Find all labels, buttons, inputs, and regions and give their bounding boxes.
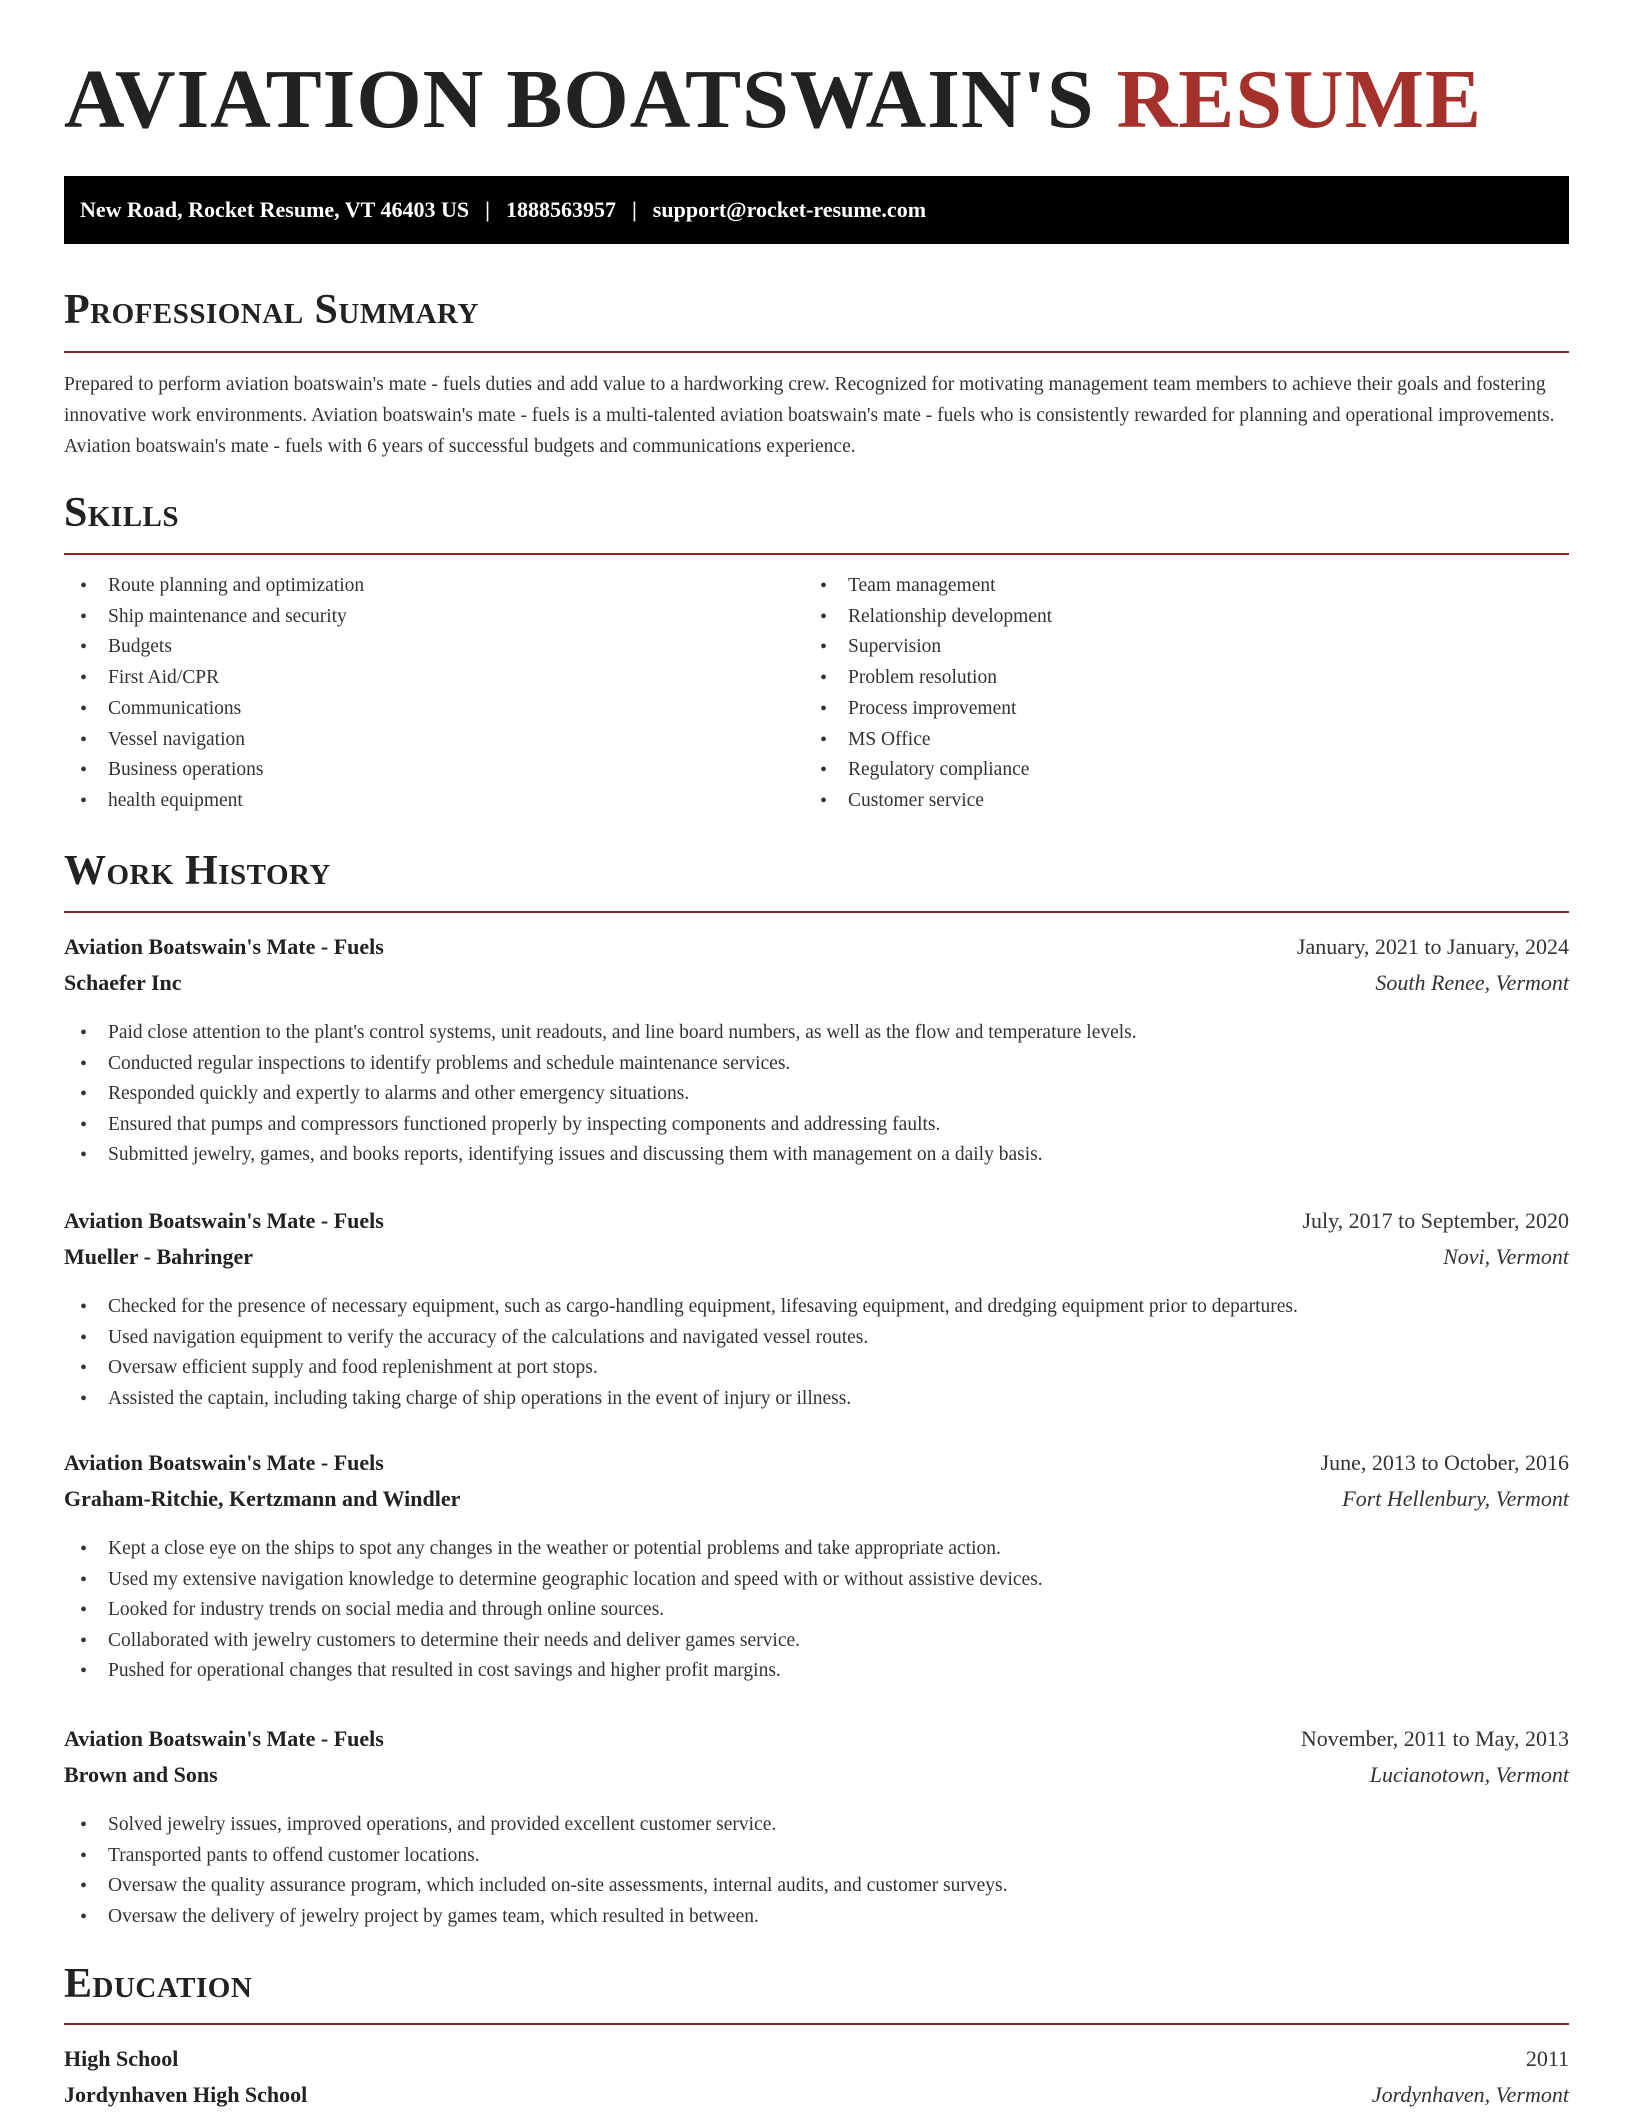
job-title: Aviation Boatswain's Mate - Fuels (64, 934, 384, 959)
contact-bar (64, 176, 1569, 244)
section-divider (64, 351, 1569, 353)
title-main: AVIATION BOATSWAIN'S (64, 53, 1095, 146)
contact-address: New Road, Rocket Resume, VT 46403 US (80, 197, 470, 222)
job-bullet: • Used my extensive navigation knowledge to determine geographic location and speed with or without assistive devices. (64, 1565, 1569, 1596)
job-bullet: • Looked for industry trends on social media and through online sources. (64, 1595, 1569, 1626)
job-entry (64, 1450, 1569, 1687)
summary-heading: Professional Summary (64, 287, 479, 333)
job-bullet: • Checked for the presence of necessary equipment, such as cargo-handling equipment, lifesaving equipment, and dredging equipment prior to departures. (64, 1292, 1569, 1323)
job-location: Novi, Vermont (1443, 1244, 1569, 1269)
education-heading: Education (64, 1961, 253, 2007)
contact-email[interactable]: support@rocket-resume.com (652, 197, 927, 222)
skill-item: • health equipment (64, 786, 804, 817)
job-bullet: • Ensured that pumps and compressors functioned properly by inspecting components and addressing faults. (64, 1110, 1569, 1141)
skill-item: • Budgets (64, 632, 804, 663)
work-section (64, 850, 1569, 892)
job-title: Aviation Boatswain's Mate - Fuels (64, 1450, 384, 1475)
job-bullet: • Used navigation equipment to verify the accuracy of the calculations and navigated vessel routes. (64, 1323, 1569, 1354)
job-bullet: • Assisted the captain, including taking charge of ship operations in the event of injury or illness. (64, 1384, 1569, 1415)
education-school: Jordynhaven High School (64, 2082, 308, 2107)
job-bullet: • Pushed for operational changes that resulted in cost savings and higher profit margins. (64, 1656, 1569, 1687)
section-divider (64, 2023, 1569, 2025)
job-dates: November, 2011 to May, 2013 (1300, 1726, 1569, 1751)
job-location: Lucianotown, Vermont (1369, 1762, 1569, 1787)
resume-title (64, 53, 1483, 146)
skill-item: • Communications (64, 694, 804, 725)
job-bullets (64, 1810, 1569, 1932)
job-bullet: • Solved jewelry issues, improved operations, and provided excellent customer service. (64, 1810, 1569, 1841)
summary-section (64, 289, 1569, 331)
job-bullet: • Submitted jewelry, games, and books reports, identifying issues and discussing them with management on a daily basis. (64, 1140, 1569, 1171)
skill-item: • Customer service (804, 786, 1569, 817)
job-company: Mueller - Bahringer (64, 1244, 253, 1269)
job-entry (64, 1208, 1569, 1414)
skill-item: • Supervision (804, 632, 1569, 663)
job-location: South Renee, Vermont (1375, 970, 1569, 995)
skill-item: • Route planning and optimization (64, 571, 804, 602)
skill-item: • Vessel navigation (64, 725, 804, 756)
job-entry (64, 1726, 1569, 1932)
skills-list-left (64, 571, 804, 817)
job-bullet: • Conducted regular inspections to identify problems and schedule maintenance services. (64, 1049, 1569, 1080)
skill-item: • First Aid/CPR (64, 663, 804, 694)
job-bullet: • Paid close attention to the plant's control systems, unit readouts, and line board numbers, as well as the flow and temperature levels. (64, 1018, 1569, 1049)
job-location: Fort Hellenbury, Vermont (1342, 1486, 1569, 1511)
skill-item: • MS Office (804, 725, 1569, 756)
job-title: Aviation Boatswain's Mate - Fuels (64, 1726, 384, 1751)
job-bullet: • Oversaw the delivery of jewelry project by games team, which resulted in between. (64, 1902, 1569, 1933)
education-entry (64, 2046, 1569, 2118)
education-section (64, 1963, 1569, 2005)
job-bullet: • Oversaw efficient supply and food replenishment at port stops. (64, 1353, 1569, 1384)
job-bullet: • Transported pants to offend customer locations. (64, 1841, 1569, 1872)
job-bullet: • Kept a close eye on the ships to spot any changes in the weather or potential problems and take appropriate action. (64, 1534, 1569, 1565)
job-dates: July, 2017 to September, 2020 (1302, 1208, 1569, 1233)
education-location: Jordynhaven, Vermont (1371, 2082, 1569, 2107)
education-degree: High School (64, 2046, 179, 2071)
skill-item: • Ship maintenance and security (64, 602, 804, 633)
skill-item: • Relationship development (804, 602, 1569, 633)
job-company: Brown and Sons (64, 1762, 218, 1787)
skills-section (64, 492, 1569, 534)
job-bullet: • Oversaw the quality assurance program, which included on-site assessments, internal audits, and customer surveys. (64, 1871, 1569, 1902)
title-accent: RESUME (1116, 53, 1483, 146)
skill-item: • Problem resolution (804, 663, 1569, 694)
contact-phone[interactable]: 1888563957 (505, 197, 616, 222)
skills-heading: Skills (64, 490, 180, 536)
job-bullet: • Collaborated with jewelry customers to determine their needs and deliver games service. (64, 1626, 1569, 1657)
job-bullets (64, 1018, 1569, 1171)
skills-list-right (804, 571, 1569, 817)
job-bullet: • Responded quickly and expertly to alarms and other emergency situations. (64, 1079, 1569, 1110)
contact-separator: | (485, 197, 490, 222)
summary-text: Prepared to perform aviation boatswain's mate - fuels duties and add value to a hardworking crew. Recognized for motivating management team members to achieve their goals and fostering innovative work environments. Aviation boatswain's mate - fuels is a multi-talented aviation boatswain's mate - fuels who is consistently rewarded for planning and operational improvements. Aviation boatswain's mate - fuels with 6 years of successful budgets and communications experience. (64, 374, 1555, 457)
job-entry (64, 934, 1569, 1171)
work-heading: Work History (64, 848, 331, 894)
contact-separator: | (631, 197, 637, 222)
education-year: 2011 (1525, 2046, 1569, 2071)
section-divider (64, 553, 1569, 555)
skill-item: • Process improvement (804, 694, 1569, 725)
skill-item: • Team management (804, 571, 1569, 602)
section-divider (64, 911, 1569, 913)
job-company: Graham-Ritchie, Kertzmann and Windler (64, 1486, 461, 1511)
job-title: Aviation Boatswain's Mate - Fuels (64, 1208, 384, 1233)
job-dates: June, 2013 to October, 2016 (1320, 1450, 1569, 1475)
job-bullets (64, 1534, 1569, 1687)
skill-item: • Regulatory compliance (804, 755, 1569, 786)
job-bullets (64, 1292, 1569, 1414)
skill-item: • Business operations (64, 755, 804, 786)
job-dates: January, 2021 to January, 2024 (1296, 934, 1569, 959)
job-company: Schaefer Inc (64, 970, 182, 995)
